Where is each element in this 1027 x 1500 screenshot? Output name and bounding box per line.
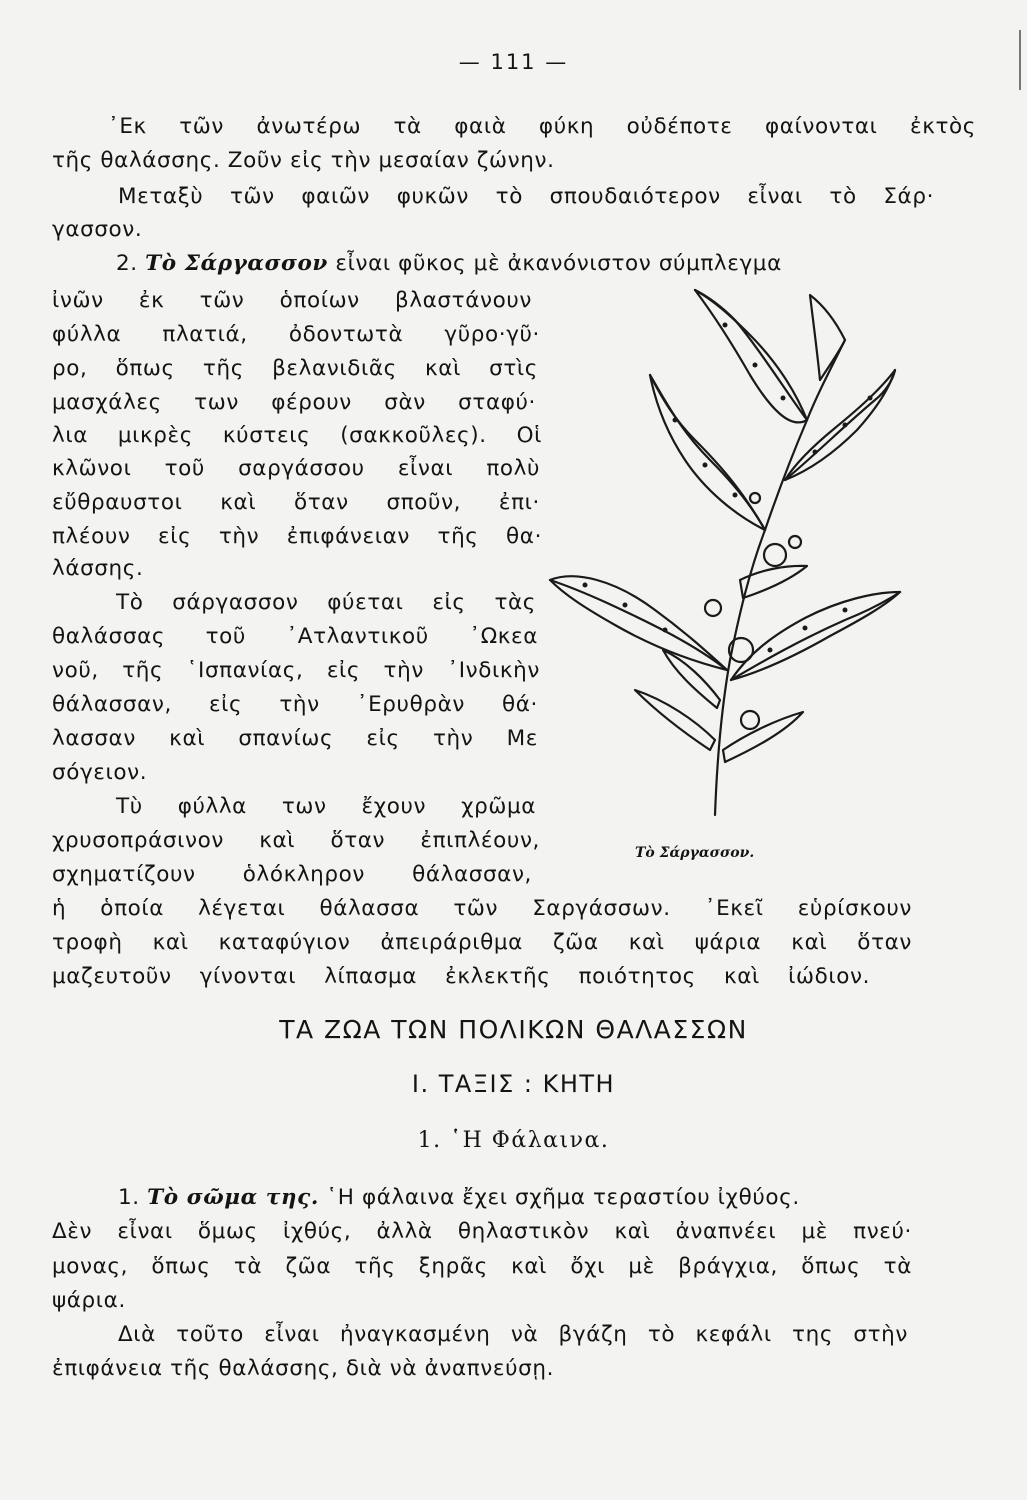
text-fragment: εἶναι φῦκος μὲ ἀκανόνιστον σύμπλεγμα	[335, 251, 782, 276]
text-line: γασσον.	[52, 217, 143, 242]
text-line: Μεταξὺ τῶν φαιῶν φυκῶν τὸ σπουδαιότερον εἶναι τὸ Σάρ·	[118, 184, 934, 209]
page-number: — 111 —	[458, 50, 569, 74]
text-line: τῆς θαλάσσης. Ζοῦν εἰς τὴν μεσαίαν ζώνην.	[52, 148, 555, 173]
text-line: Τὺ φύλλα των ἔχουν χρῶμα	[116, 794, 536, 819]
text-line: σχηματίζουν ὁλόκληρον θάλασσαν,	[52, 862, 532, 887]
text-line: ᾿Εκ τῶν ἀνωτέρω τὰ φαιὰ φύκη οὐδέποτε φαίνονται ἐκτὸς	[108, 114, 976, 139]
text-line: λια μικρὲς κύστεις (σακκοῦλες). Οἱ	[52, 423, 542, 448]
paragraph-number: 1.	[118, 1185, 140, 1210]
term-sargasso: Τὸ Σάργασσον	[145, 251, 328, 276]
section-title: Τὸ σῶμα της.	[147, 1185, 319, 1210]
text-line: μαζευτοῦν γίνονται λίπασμα ἐκλεκτῆς ποιότητος καὶ ἰώδιον.	[52, 964, 870, 989]
text-line: λάσσης.	[52, 556, 144, 581]
text-line: σόγειον.	[52, 760, 148, 785]
sargasso-illustration	[545, 280, 915, 820]
text-line	[116, 251, 782, 277]
text-line: ρο, ὅπως τῆς βελανιδιᾶς καὶ στὶς	[52, 356, 538, 381]
text-line: θαλάσσας τοῦ ᾿Ατλαντικοῦ ᾿Ωκεα	[52, 624, 538, 649]
text-line: φύλλα πλατιά, ὀδοντωτὰ γῦρο·γῦ·	[52, 322, 540, 347]
text-line: τροφὴ καὶ καταφύγιον ἀπειράριθμα ζῶα καὶ ψάρια καὶ ὅταν	[52, 930, 912, 955]
text-line: μασχάλες των φέρουν σὰν σταφύ·	[52, 390, 536, 415]
figure-caption: Τὸ Σάργασσον.	[635, 845, 755, 861]
text-line: πλέουν εἰς τὴν ἐπιφάνειαν τῆς θα·	[52, 524, 542, 549]
text-fragment: ῾Η φάλαινα ἔχει σχῆμα τεραστίου ἰχθύος.	[326, 1185, 800, 1210]
text-line: ἰνῶν ἐκ τῶν ὁποίων βλαστάνουν	[52, 288, 532, 313]
text-line: Δὲν εἶναι ὅμως ἰχθύς, ἀλλὰ θηλαστικὸν καὶ ἀναπνέει μὲ πνεύ·	[52, 1219, 912, 1244]
text-line: εὔθραυστοι καὶ ὅταν σποῦν, ἐπι·	[52, 490, 540, 515]
text-line: χρυσοπράσινον καὶ ὅταν ἐπιπλέουν,	[52, 828, 540, 853]
text-line: Διὰ τοῦτο εἶναι ἠναγκασμένη νὰ βγάζη τὸ κεφάλι της στὴν	[118, 1322, 908, 1347]
text-line: θάλασσαν, εἰς τὴν ᾿Ερυθρὰν θά·	[52, 692, 538, 717]
heading-class: Ι. ΤΑΞΙΣ : ΚΗΤΗ	[411, 1070, 616, 1098]
text-line: ἡ ὁποία λέγεται θάλασσα τῶν Σαργάσσων. ᾿Εκεῖ εὑρίσκουν	[52, 896, 912, 921]
paragraph-number: 2.	[116, 251, 138, 276]
text-line: μονας, ὅπως τὰ ζῶα τῆς ξηρᾶς καὶ ὄχι μὲ βράγχια, ὅπως τὰ	[52, 1254, 912, 1279]
text-line: λασσαν καὶ σπανίως εἰς τὴν Με	[52, 726, 538, 751]
text-line: Τὸ σάργασσον φύεται εἰς τὰς	[116, 590, 536, 615]
heading-main: ΤΑ ΖΩΑ ΤΩΝ ΠΟΛΙΚΩΝ ΘΑΛΑΣΣΩΝ	[279, 1015, 748, 1044]
text-line: ψάρια.	[52, 1288, 126, 1313]
text-line: νοῦ, τῆς ῾Ισπανίας, εἰς τὴν ᾿Ινδικὴν	[52, 658, 540, 683]
text-line	[118, 1185, 800, 1211]
text-line: ἐπιφάνεια τῆς θαλάσσης, διὰ νὰ ἀναπνεύσῃ.	[52, 1356, 555, 1381]
heading-sub: 1. ῾Η Φάλαινα.	[417, 1128, 610, 1153]
text-line: κλῶνοι τοῦ σαργάσσου εἶναι πολὺ	[52, 456, 540, 481]
